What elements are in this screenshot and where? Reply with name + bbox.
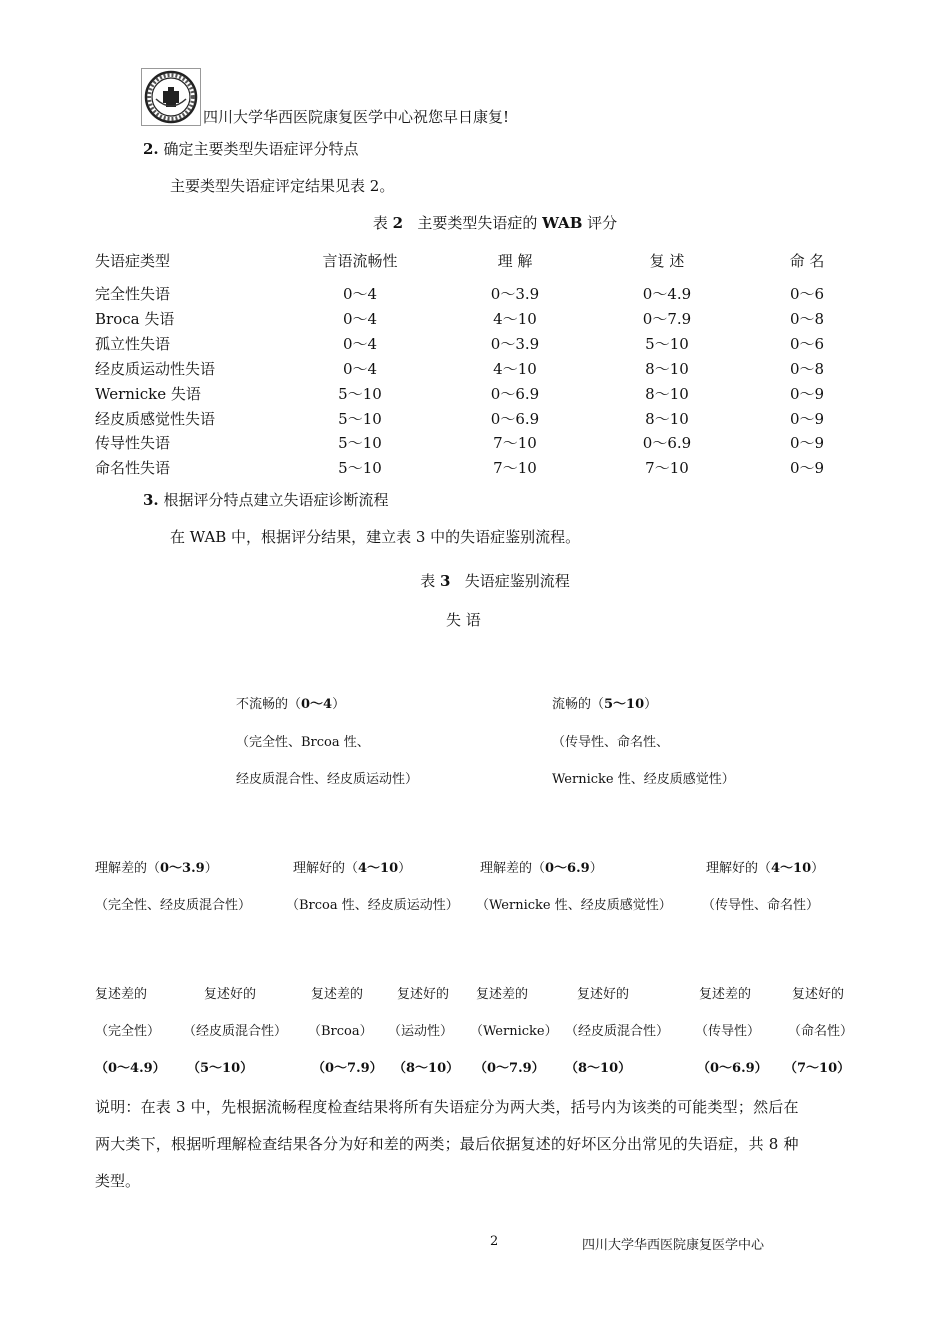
section2-number: 2.	[143, 140, 159, 158]
flow-level2-range: 0～6.9	[545, 861, 590, 876]
section2-intro: 主要类型失语症评定结果见表 2。	[170, 177, 395, 195]
table2-cell: 经皮质运动性失语	[95, 360, 216, 378]
flow-level3-range: （8～10）	[393, 1061, 460, 1076]
table2-cell: 7～10	[493, 459, 537, 477]
table2-cell: 0～4.9	[642, 285, 692, 303]
flow-root: 失 语	[446, 611, 481, 629]
table2-cell: 0～9	[789, 459, 825, 477]
table2-cell: 0～3.9	[490, 285, 540, 303]
table2-cell: 0～9	[789, 385, 825, 403]
footer-org: 四川大学华西医院康复医学中心	[582, 1238, 765, 1253]
table2-cell: 4～10	[493, 360, 537, 378]
flow-level3-type: （Brcoa）	[308, 1024, 373, 1039]
table2-cell: 0～6	[789, 335, 825, 353]
table2-cell: Broca 失语	[95, 310, 175, 328]
flow-level3-range: （0～7.9）	[312, 1061, 383, 1076]
table2-cell: 5～10	[645, 335, 689, 353]
table2-cell: 0～4	[342, 335, 378, 353]
table2-cell: 0～7.9	[642, 310, 692, 328]
flow-level3-range: （8～10）	[565, 1061, 632, 1076]
flow-level2-text: 理解好的（	[706, 861, 772, 876]
section3-heading	[143, 489, 388, 510]
flow-level1-text: 不流畅的（	[236, 697, 302, 712]
flow-level2-range: 0～3.9	[160, 861, 205, 876]
flow-level2-range: 4～10	[358, 861, 399, 876]
flow-level2-types: （完全性、经皮质混合性）	[95, 898, 252, 913]
table2-cell: 5～10	[338, 410, 382, 428]
table2-caption-pre: 主要类型失语症的	[417, 214, 538, 232]
table3-caption	[0, 570, 950, 591]
table2-cell: 传导性失语	[95, 434, 171, 452]
table2-caption-abbr: WAB	[542, 214, 583, 232]
table-row	[0, 358, 950, 380]
table2-cell: 7～10	[645, 459, 689, 477]
table-row	[0, 408, 950, 430]
table2-caption-number: 2	[392, 214, 404, 232]
flow-level2-types: （Wernicke 性、经皮质感觉性）	[476, 898, 672, 913]
flow-level3-range: （5～10）	[187, 1061, 254, 1076]
flow-level2-close: ）	[589, 861, 603, 876]
flow-level2-text: 理解好的（	[293, 861, 359, 876]
flow-level2-types: （Brcoa 性、经皮质运动性）	[286, 898, 459, 913]
table-row	[0, 432, 950, 454]
table2-cell: 孤立性失语	[95, 335, 171, 353]
section2-title: 确定主要类型失语症评分特点	[163, 140, 359, 158]
note-line: 类型。	[95, 1172, 141, 1190]
table2-cell: 0～4	[342, 310, 378, 328]
flow-level2-range: 4～10	[771, 861, 812, 876]
section3-number: 3.	[143, 491, 159, 509]
table2-cell: 0～4	[342, 360, 378, 378]
flow-level1-range: 5～10	[604, 697, 645, 712]
flow-level3-type: （运动性）	[388, 1024, 454, 1039]
flow-level3-type: （命名性）	[788, 1024, 854, 1039]
flow-level1-close: ）	[644, 697, 658, 712]
table2-cell: 0～6.9	[490, 385, 540, 403]
flow-level3-label: 复述好的	[792, 987, 845, 1002]
table2-header-cell: 命 名	[789, 252, 825, 270]
table2-cell: 5～10	[338, 434, 382, 452]
table2-cell: 命名性失语	[95, 459, 171, 477]
flow-level3-range: （7～10）	[784, 1061, 851, 1076]
page-number: 2	[490, 1234, 499, 1249]
flow-level2-label	[293, 857, 411, 876]
table-row	[0, 283, 950, 305]
flow-level3-label: 复述好的	[397, 987, 450, 1002]
table3-caption-number: 3	[440, 572, 451, 590]
flow-level3-label: 复述差的	[95, 987, 148, 1002]
flow-level3-type: （完全性）	[95, 1024, 161, 1039]
table2-cell: 0～9	[789, 410, 825, 428]
flow-level3-label: 复述好的	[577, 987, 630, 1002]
table2-header-cell: 言语流畅性	[322, 252, 398, 270]
table2-cell: 0～8	[789, 360, 825, 378]
table2-cell: Wernicke 失语	[95, 385, 201, 403]
flow-level1-types: （完全性、Brcoa 性、	[236, 735, 370, 750]
header-slogan: 四川大学华西医院康复医学中心祝您早日康复!	[203, 108, 510, 126]
section3-intro: 在 WAB 中，根据评分结果，建立表 3 中的失语症鉴别流程。	[170, 528, 581, 546]
section3-title: 根据评分特点建立失语症诊断流程	[163, 491, 389, 509]
table2-cell: 0～6.9	[642, 434, 692, 452]
table2-cell: 0～8	[789, 310, 825, 328]
flow-level2-text: 理解差的（	[95, 861, 161, 876]
flow-level1-range: 0～4	[301, 697, 333, 712]
table2-cell: 5～10	[338, 459, 382, 477]
table2-cell: 0～4	[342, 285, 378, 303]
flow-level2-close: ）	[204, 861, 218, 876]
table2-cell: 经皮质感觉性失语	[95, 410, 216, 428]
flow-level3-range: （0～7.9）	[474, 1061, 545, 1076]
flow-level2-close: ）	[398, 861, 412, 876]
table2-cell: 5～10	[338, 385, 382, 403]
table2-caption-post: 评分	[587, 214, 618, 232]
flow-level2-label	[706, 857, 824, 876]
flow-level1-label	[552, 693, 657, 712]
flow-level2-close: ）	[811, 861, 825, 876]
table2-cell: 0～3.9	[490, 335, 540, 353]
note-line: 说明：在表 3 中，先根据流畅程度检查结果将所有失语症分为两大类，括号内为该类的可能类型；然后在	[95, 1098, 799, 1116]
table2-header-cell: 理 解	[497, 252, 533, 270]
table-row	[0, 308, 950, 330]
flow-level3-label: 复述差的	[311, 987, 364, 1002]
table3-caption-text: 失语症鉴别流程	[464, 572, 570, 590]
flow-level3-label: 复述差的	[699, 987, 752, 1002]
table2-header-cell: 失语症类型	[95, 252, 171, 270]
table2-cell: 8～10	[645, 360, 689, 378]
flow-level1-close: ）	[332, 697, 346, 712]
table2-header-cell: 复 述	[649, 252, 685, 270]
flow-level3-range: （0～4.9）	[95, 1061, 166, 1076]
flow-level1-label	[236, 693, 345, 712]
table-row	[0, 333, 950, 355]
note-line: 两大类下，根据听理解检查结果各分为好和差的两类；最后依据复述的好坏区分出常见的失语症，共 8 种	[95, 1135, 799, 1153]
flow-level3-type: （Wernicke）	[470, 1024, 558, 1039]
flow-level1-types: （传导性、命名性、	[552, 735, 670, 750]
table2-cell: 完全性失语	[95, 285, 171, 303]
table-row	[0, 383, 950, 405]
table2-cell: 0～9	[789, 434, 825, 452]
table2-header-row	[0, 250, 950, 272]
table2-cell: 8～10	[645, 385, 689, 403]
flow-level1-types: 经皮质混合性、经皮质运动性）	[236, 772, 419, 787]
flow-level3-label: 复述好的	[204, 987, 257, 1002]
flow-level1-text: 流畅的（	[552, 697, 605, 712]
hospital-logo-icon	[141, 68, 201, 126]
table2-cell: 4～10	[493, 310, 537, 328]
flow-level2-label	[480, 857, 603, 876]
flow-level1-types: Wernicke 性、经皮质感觉性）	[552, 772, 735, 787]
flow-level3-type: （经皮质混合性）	[565, 1024, 670, 1039]
section2-heading	[143, 138, 358, 159]
table2-caption-prefix: 表	[372, 214, 388, 232]
table2-caption	[0, 212, 950, 233]
flow-level3-type: （经皮质混合性）	[183, 1024, 288, 1039]
flow-level2-text: 理解差的（	[480, 861, 546, 876]
table2-cell: 0～6.9	[490, 410, 540, 428]
table2-cell: 8～10	[645, 410, 689, 428]
flow-level3-label: 复述差的	[476, 987, 529, 1002]
table2-cell: 7～10	[493, 434, 537, 452]
flow-level3-type: （传导性）	[695, 1024, 761, 1039]
table2-cell: 0～6	[789, 285, 825, 303]
flow-level3-range: （0～6.9）	[697, 1061, 768, 1076]
flow-level2-types: （传导性、命名性）	[702, 898, 820, 913]
flow-level2-label	[95, 857, 218, 876]
table-row	[0, 457, 950, 479]
table3-caption-prefix: 表	[420, 572, 436, 590]
